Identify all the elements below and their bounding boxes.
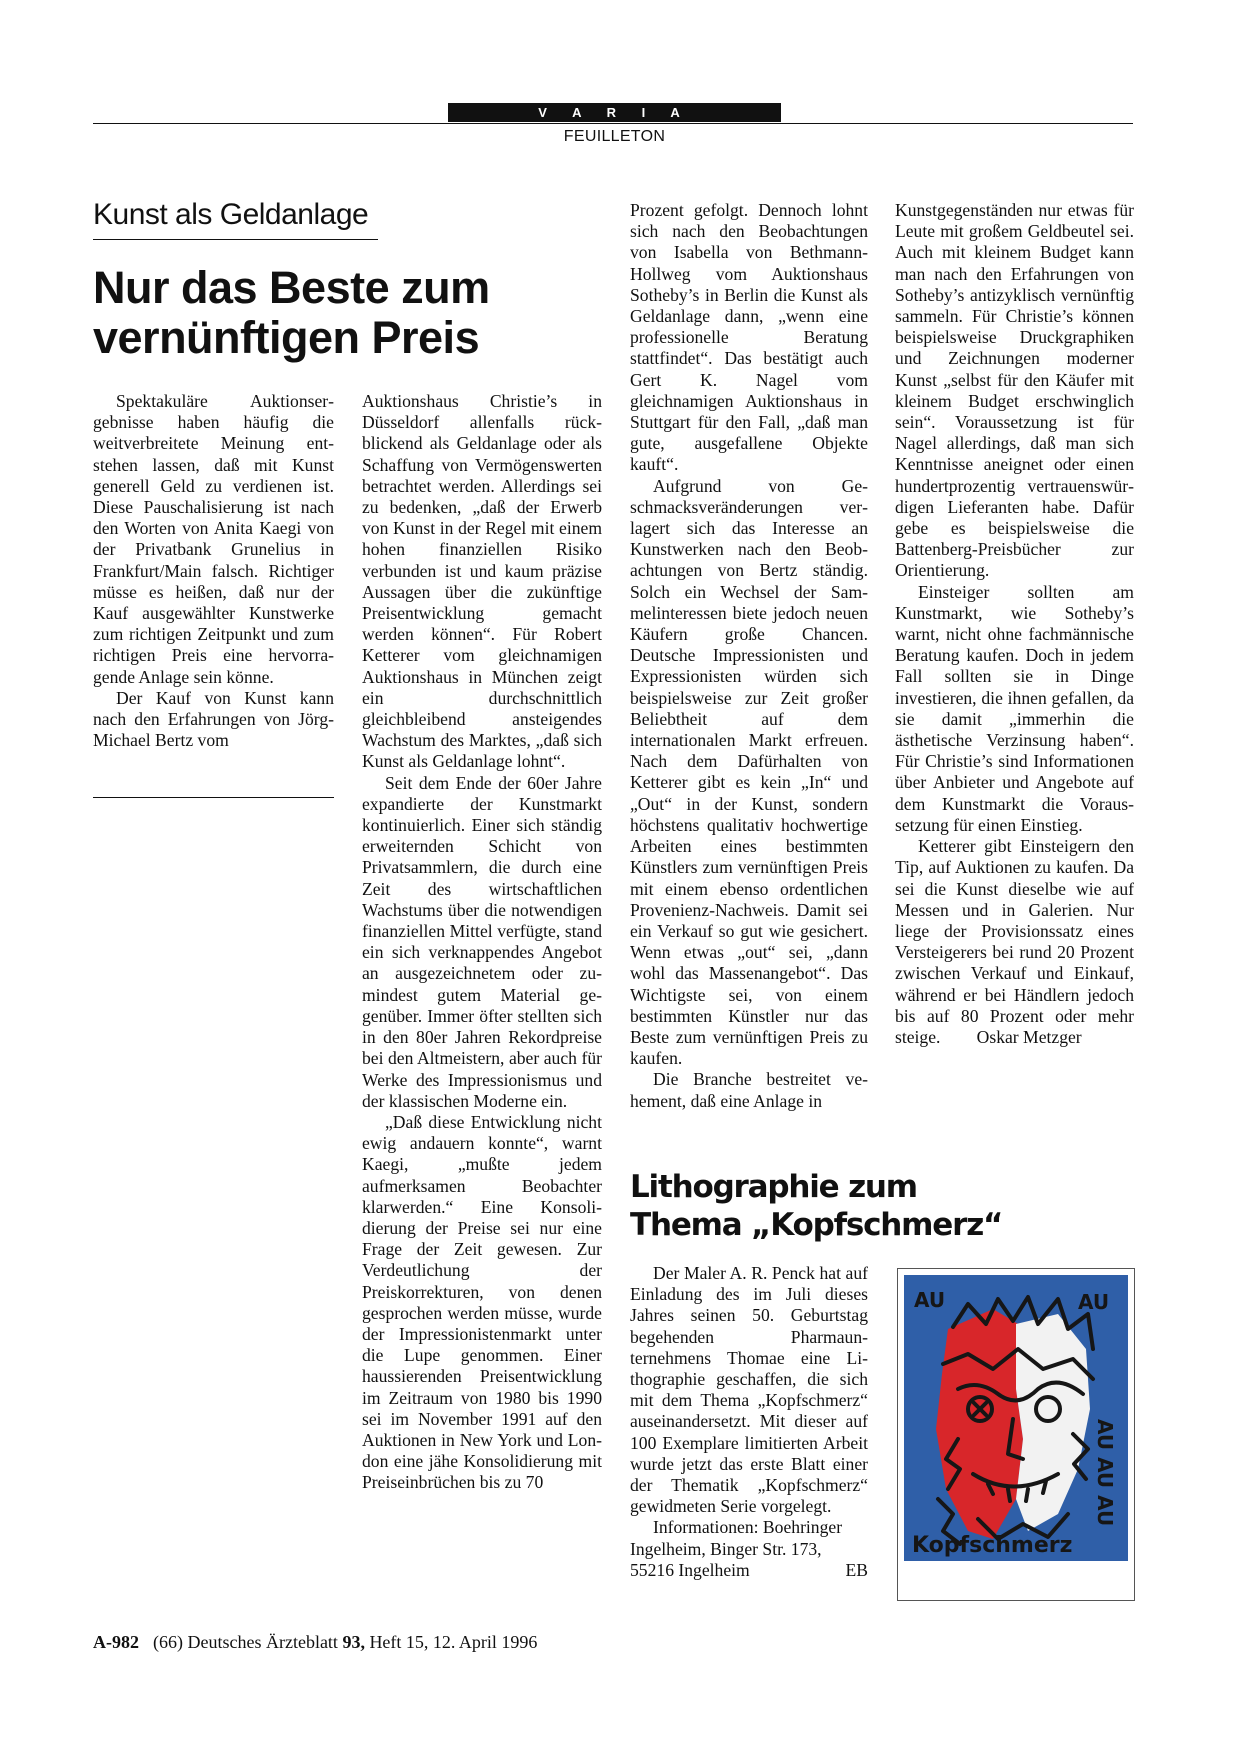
news-headline-line-1: Lithographie zum [630,1169,917,1205]
subsection-label: FEUILLETON [563,128,666,145]
paragraph: Der Kauf von Kunst kann nach den Erfahrungen von Jörg-Michael Bertz vom [93,687,334,751]
paragraph-text: Ketterer gibt Einsteigern den Tip, auf Auktionen zu kaufen. Da sei die Kunst dieselbe wie auf Messen und in Galerien. Nur liege der Provisionssatz eines Versteigerers bei rund 20 Prozent zwischen Verkauf und Einkauf, während er bei Händlern jedoch bis auf 80 Prozent oder mehr steige. [895,836,1134,1047]
paragraph: Prozent gefolgt. Dennoch lohnt sich nach den Beobachtungen von Isabella von Bethmann-Hollweg vom Auktionshaus Sotheby’s in Berlin die Kunst als Geldanlage dann, „wenn eine professionelle Beratung stattfindet“. Das bestätigt auch Gert K. Nagel vom gleichnamigen Auktionshaus in Stuttgart für den Fall, „daß man gute, ausgefallene Objekte kauft“. [630,200,868,475]
paragraph [630,1517,868,1581]
article-column-3 [630,200,868,1112]
inscription-top-right: AU [1078,1290,1110,1314]
info-text: Informationen: Boehringer Ingelheim, Binger Str. 173, 55216 Ingelheim [630,1517,843,1580]
paragraph: Der Maler A. R. Penck hat auf Einladung des im Juli dieses Jahres seinen 50. Geburtstag begehenden Pharmaunternehmens Thomae eine Lithographie geschaffen, die sich mit dem Thema „Kopfschmerz“ auseinandersetzt. Mit dieser auf 100 Exemplare limitierten Arbeit wurde jetzt das erste Blatt einer der Thematik „Kopfschmerz“ gewidmeten Serie vorgelegt. [630,1263,868,1517]
paragraph: Seit dem Ende der 60er Jahre expandierte der Kunstmarkt kontinuierlich. Einer sich ständig erweiternden Schicht von Privatsammlern, die durch eine Zeit des wirtschaftlichen Wachstums über die notwendigen finanziellen Mittel verfügte, stand ein sich verknappendes Angebot an ausgezeichnetem oder zumindest gutem Material gegenüber. Immer öfter stellten sich in den 80er Jahren Rekordpreise bei den Altmeistern, aber auch für Werke des Impressionismus und der klassischen Moderne ein. [362,772,602,1111]
inscription-right: AU AU AU [1093,1419,1117,1527]
news-headline-line-2: Thema „Kopfschmerz“ [630,1207,1003,1243]
paragraph: „Daß diese Entwicklung nicht ewig andauern konnte“, warnt Kaegi, „mußte jedem aufmerksamen Beobachter klarwerden.“ Eine Konsolidierung der Preise sei nur eine Frage der Zeit gewesen. Zur Verdeutlichung der Preiskorrekturen, von denen gesprochen werden müsse, wurde der Impressionistenmarkt unter die Lupe genommen. Einer haussierenden Preisentwicklung im Zeitraum von 1980 bis 1990 sei im November 1991 auf den Auktionen in New York und London eine jähe Konsolidierung mit Preiseinbrüchen bis zu 70 [362,1111,602,1493]
section-label: V A R I A [448,103,781,122]
author-signature: Oskar Metzger [976,1026,1082,1047]
headline-line-1: Nur das Beste zum [93,262,490,313]
article-headline [93,263,613,363]
column-end-rule [93,797,334,798]
citation-volume: 93, [342,1632,365,1652]
paragraph: Kunstgegenständen nur etwas für Leute mit großem Geldbeutel sei. Auch mit kleinem Budget kann man nach den Erfahrungen von Sotheby’s antizyklisch vernünftig sammeln. Für Christie’s können beispielsweise Druckgraphiken und Zeichnungen moderner Kunst „selbst für den Käufer mit kleinem Budget erschwinglich sein“. Voraussetzung ist für Nagel allerdings, daß man sich Kenntnisse aneignet oder einen hundertprozentig vertrauenswürdigen Lieferanten habe. Dafür gebe es beispielsweise die Battenberg-Preisbücher zur Orientierung. [895,200,1134,581]
article-column-2 [362,391,602,1494]
paragraph: Auktionshaus Christie’s in Düsseldorf allenfalls rückblickend als Geldanlage oder als Schaffung von Vermögenswerten betrachtet werden. Allerdings sei zu bedenken, „daß der Erwerb von Kunst in der Regel mit einem hohen finanziellen Risiko verbunden ist und kaum präzise Aussagen über die zukünftige Preisentwicklung gemacht werden können“. Für Robert Ketterer vom gleichnamigen Auktionshaus in München zeigt ein durchschnittlich gleichbleibend ansteigendes Wachstum des Marktes, „daß sich Kunst als Geldanlage lohnt“. [362,391,602,772]
lithograph-image [897,1268,1135,1601]
news-body [630,1263,868,1581]
header-rule [93,123,1133,124]
inscription-top-left: AU [914,1288,946,1312]
article-column-4 [895,200,1134,1048]
headline-line-2: vernünftigen Preis [93,312,480,363]
citation-post: Heft 15, 12. April 1996 [364,1632,538,1652]
kicker-rule [93,239,378,240]
news-headline [630,1168,1130,1244]
paragraph [895,836,1134,1048]
page-number: A-982 [93,1632,139,1652]
paragraph: Spektakuläre Auktionsergebnisse haben häufig die weitverbreitete Meinung entstehen lassen, daß mit Kunst generell Geld zu verdienen ist. Diese Pauschalisierung ist nach den Worten von Anita Kaegi von der Privatbank Grunelius in Frankfurt/Main falsch. Richtiger müsse es heißen, daß nur der Kauf ausgewählter Kunstwerke zum richtigen Zeitpunkt und zum richtigen Preis eine hervorragende Anlage sein könne. [93,391,334,687]
paragraph: Die Branche bestreitet vehement, daß eine Anlage in [630,1069,868,1111]
article-column-1 [93,391,334,751]
citation-pre: (66) Deutsches Ärzteblatt [153,1632,343,1652]
paragraph: Einsteiger sollten am Kunstmarkt, wie Sotheby’s warnt, nicht ohne fachmännische Beratung kaufen. Doch in jedem Fall sollten sie in Dinge investieren, die ihnen gefallen, da sie damit „immerhin die ästhetische Verzinsung haben“. Für Christie’s sind Informationen über Anbieter und Angebote auf dem Kunstmarkt die Voraussetzung für einen Einstieg. [895,581,1134,835]
article-kicker: Kunst als Geldanlage [93,198,369,231]
page-footer [93,1632,537,1653]
paragraph: Aufgrund von Geschmacksveränderungen verlagert sich das Interesse an Kunstwerken nach den Beobachtungen von Bertz ständig. Solch ein Wechsel der Sammelinteressen biete jedoch neuen Käufern große Chancen. Deutsche Impressionisten und Expressionisten würden sich beispielsweise zur Zeit großer Beliebtheit auf dem internationalen Markt erfreuen. Nach dem Dafürhalten von Ketterer gibt es kein „In“ und „Out“ in der Kunst, sondern höchstens qualitativ hochwertige Arbeiten eines bestimmten Künstlers zum vernünftigen Preis mit einem ebenso ordentlichen Provenienz-Nachweis. Damit sei ein Verkauf so gut wie gesichert. Wenn etwas „out“ sei, „dann wohl das Massenangebot“. Das Wichtigste sei, von einem bestimmten Künstler nur das Beste zum vernünftigen Preis zu kaufen. [630,475,868,1069]
news-author: EB [845,1559,868,1580]
inscription-bottom: Kopfschmerz [912,1533,1073,1558]
